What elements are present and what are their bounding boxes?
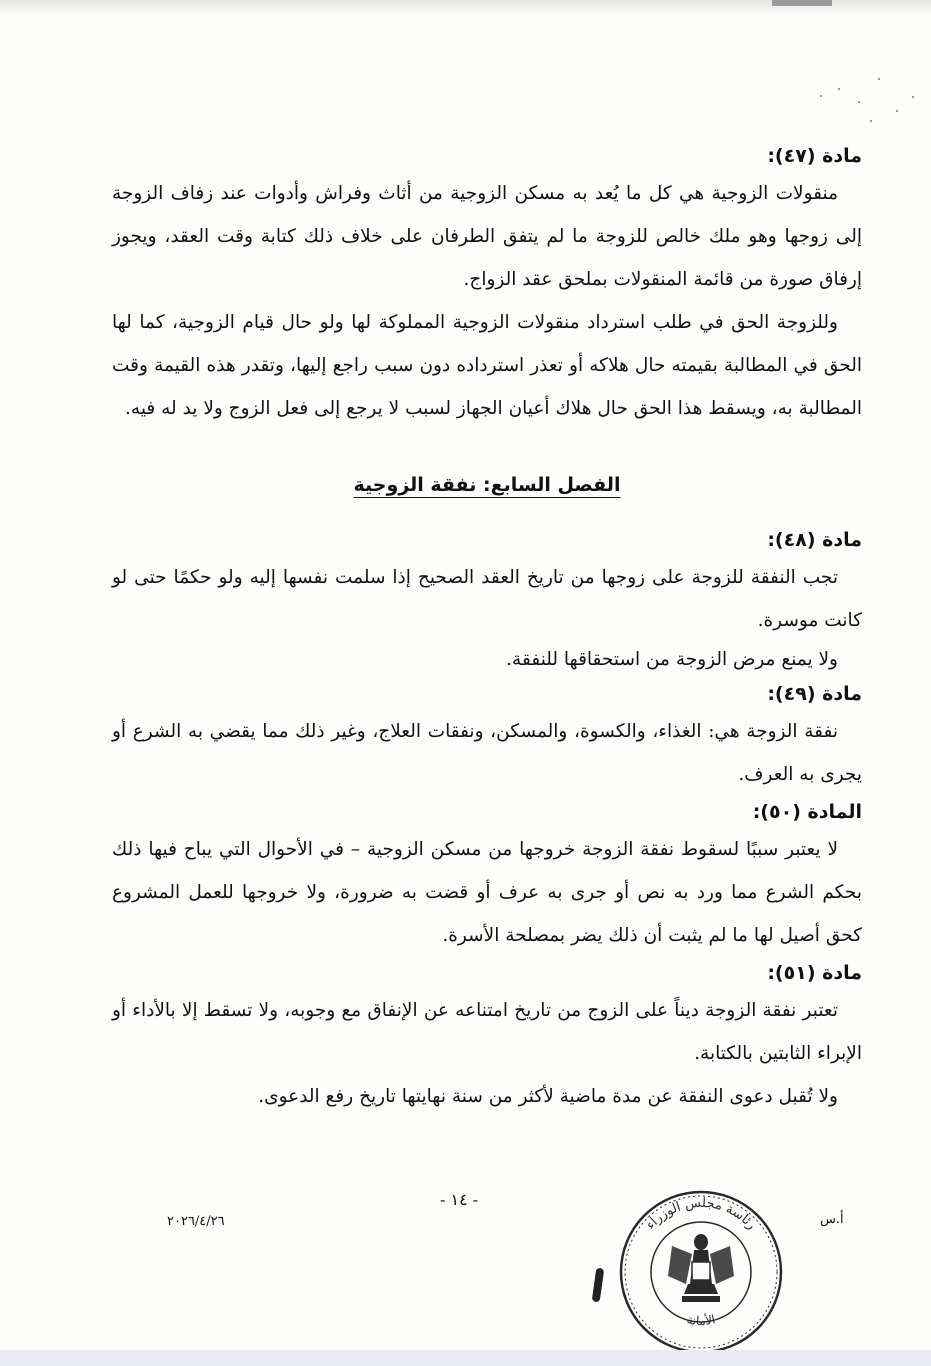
- ink-mark: [592, 1268, 605, 1303]
- article-50-paragraph-1: لا يعتبر سببًا لسقوط نفقة الزوجة خروجها من مسكن الزوجية – في الأحوال التي يباح فيها ذلك بحكم الشرع مما ورد به نص أو جرى به عرف أو قضت به ضرورة، ولا خروجها للعمل المشروع كحق أصيل لها ما لم يثبت أن ذلك يضر بمصلحة الأسرة.: [112, 839, 862, 946]
- chapter-title: الفصل السابع: نفقة الزوجية: [353, 474, 621, 496]
- scan-speck: [820, 95, 822, 97]
- scan-speck: [896, 110, 898, 112]
- scan-speck: [858, 101, 860, 103]
- eagle-emblem-icon: [668, 1234, 734, 1302]
- article-47-paragraph-1: منقولات الزوجية هي كل ما يُعد به مسكن الزوجية من أثاث وفراش وأدوات عند زفاف الزوجة إلى زوجها وهو ملك خالص للزوجة ما لم يتفق الطرفان على خلاف ذلك كتابة وقت العقد، ويجوز إرفاق صورة من قائمة المنقولات بملحق عقد الزواج.: [112, 183, 862, 290]
- article-51-paragraph-1: تعتبر نفقة الزوجة ديناً على الزوج من تاريخ امتناعه عن الإنفاق مع وجوبه، ولا تسقط إلا بالأداء أو الإبراء الثابتين بالكتابة.: [112, 1000, 862, 1064]
- article-48-heading: مادة (٤٨):: [767, 529, 862, 551]
- article-48-paragraph-1: تجب النفقة للزوجة على زوجها من تاريخ العقد الصحيح إذا سلمت نفسها إليه ولو حكمًا حتى لو كانت موسرة.: [112, 567, 862, 631]
- article-51-heading: مادة (٥١):: [767, 962, 862, 984]
- scan-top-mark: [772, 0, 832, 6]
- page-number: - ١٤ -: [440, 1190, 479, 1209]
- article-49-paragraph-1: نفقة الزوجة هي: الغذاء، والكسوة، والمسكن، ونفقات العلاج، وغير ذلك مما يقضي به الشرع أو يجرى به العرف.: [112, 721, 862, 785]
- official-seal-stamp: [612, 1180, 790, 1358]
- article-47-paragraph-2: وللزوجة الحق في طلب استرداد منقولات الزوجية المملوكة لها ولو حال قيام الزوجية، كما لها الحق في المطالبة بقيمته حال هلاكه أو تعذر استرداده دون سبب راجع إليها، وتقدر هذه القيمة وقت المطالبة به، ويسقط هذا الحق حال هلاك أعيان الجهاز لسبب لا يرجع إلى فعل الزوج ولا يد له فيه.: [112, 312, 862, 419]
- seal-top-text: رئاسة مجلس الوزراء: [643, 1195, 759, 1233]
- article-50-heading: المادة (٥٠):: [752, 801, 862, 823]
- article-49-heading: مادة (٤٩):: [767, 683, 862, 705]
- scan-speck: [870, 120, 872, 122]
- article-51-paragraph-2: ولا تُقبل دعوى النفقة عن مدة ماضية لأكثر من سنة نهايتها تاريخ رفع الدعوى.: [258, 1086, 838, 1107]
- scan-speck: [838, 88, 840, 90]
- document-body: [112, 140, 862, 1118]
- scan-speck: [912, 96, 914, 98]
- footer-date: ٢٠٢٦/٤/٢٦: [167, 1214, 225, 1229]
- scan-bottom-edge: [0, 1350, 931, 1366]
- footer-initials: أ.س: [820, 1212, 844, 1227]
- scan-speck: [878, 78, 880, 80]
- seal-bottom-text: الأمانة: [685, 1312, 717, 1329]
- article-47-heading: مادة (٤٧):: [767, 145, 862, 167]
- article-48-paragraph-2: ولا يمنع مرض الزوجة من استحقاقها للنفقة.: [506, 649, 838, 670]
